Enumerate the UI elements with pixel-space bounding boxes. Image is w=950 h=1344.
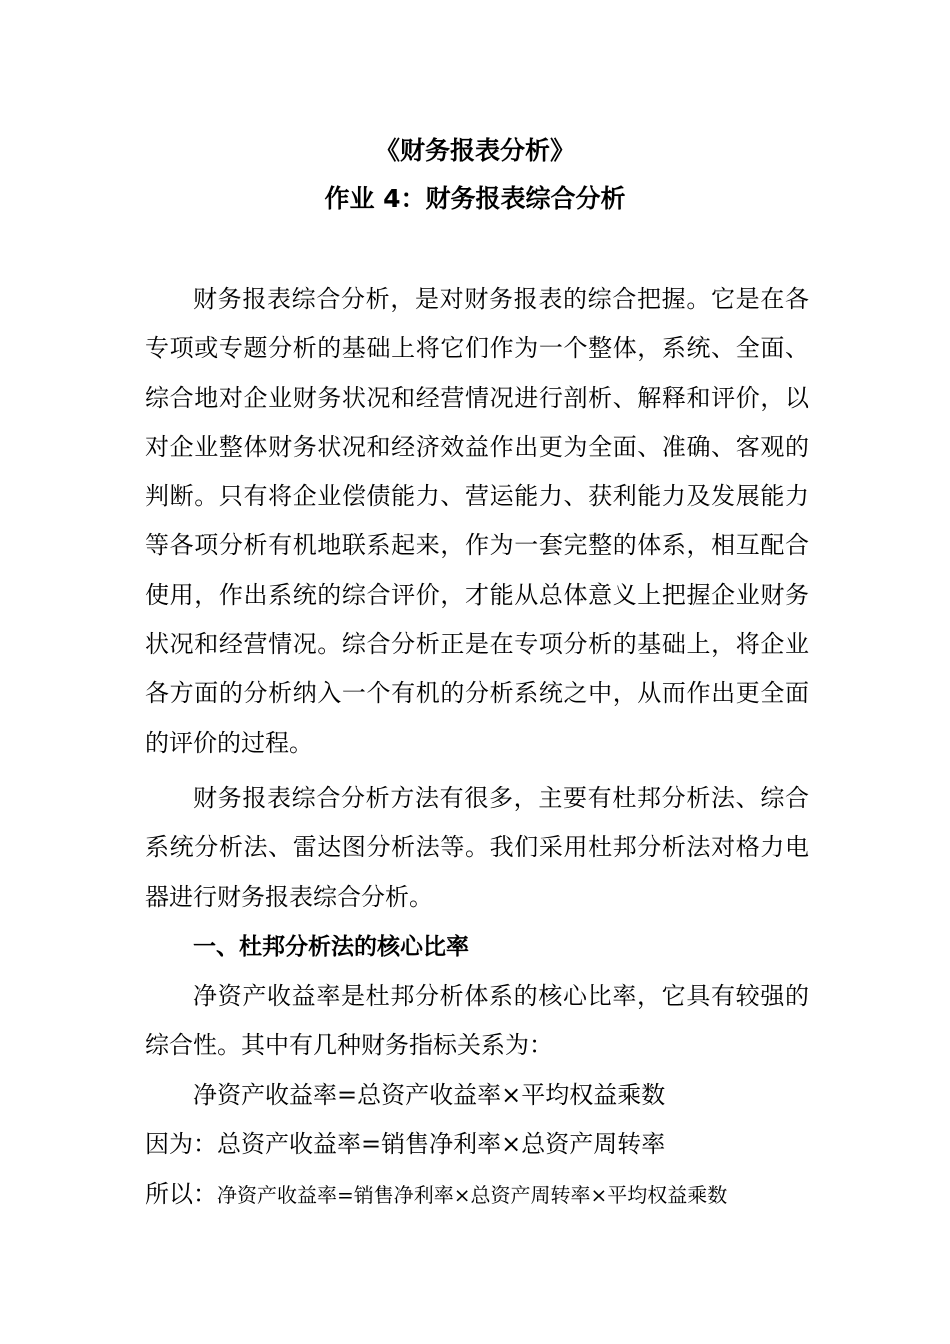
document-title: 《财务报表分析》 — [374, 136, 575, 165]
formula-line-3 — [145, 1170, 727, 1220]
formula-line-2 — [145, 1120, 665, 1169]
formula-3-text: 净资产收益率=销售净利率×总资产周转率×平均权益乘数 — [217, 1183, 728, 1207]
section-heading: 一、杜邦分析法的核心比率 — [193, 934, 469, 960]
formula-2-text: 总资产收益率=销售净利率×总资产周转率 — [217, 1130, 666, 1158]
formula-2-prefix: 因为： — [145, 1130, 217, 1158]
paragraph-intro: 财务报表综合分析，是对财务报表的综合把握。它是在各专项或专题分析的基础上将它们作为一个整体，系统、全面、综合地对企业财务状况和经营情况进行剖析、解释和评价，以对企业整体财务状况和经济效益作出更为全面、准确、客观的判断。只有将企业偿债能力、营运能力、获利能力及发展能力等各项分析有机地联系起来，作为一套完整的体系，相互配合使用，作出系统的综合评价，才能从总体意义上把握企业财务状况和经营情况。综合分析正是在专项分析的基础上，将企业各方面的分析纳入一个有机的分析系统之中，从而作出更全面的评价的过程。 — [145, 285, 809, 757]
formula-3-prefix: 所以： — [145, 1180, 217, 1208]
paragraph-methods: 财务报表综合分析方法有很多，主要有杜邦分析法、综合系统分析法、雷达图分析法等。我们采用杜邦分析法对格力电器进行财务报表综合分析。 — [145, 784, 809, 911]
document-subtitle: 作业 4：财务报表综合分析 — [324, 184, 626, 213]
paragraph-core-ratio: 净资产收益率是杜邦分析体系的核心比率，它具有较强的综合性。其中有几种财务指标关系为： — [145, 982, 809, 1060]
formula-line-1: 净资产收益率=总资产收益率×平均权益乘数 — [193, 1081, 666, 1109]
